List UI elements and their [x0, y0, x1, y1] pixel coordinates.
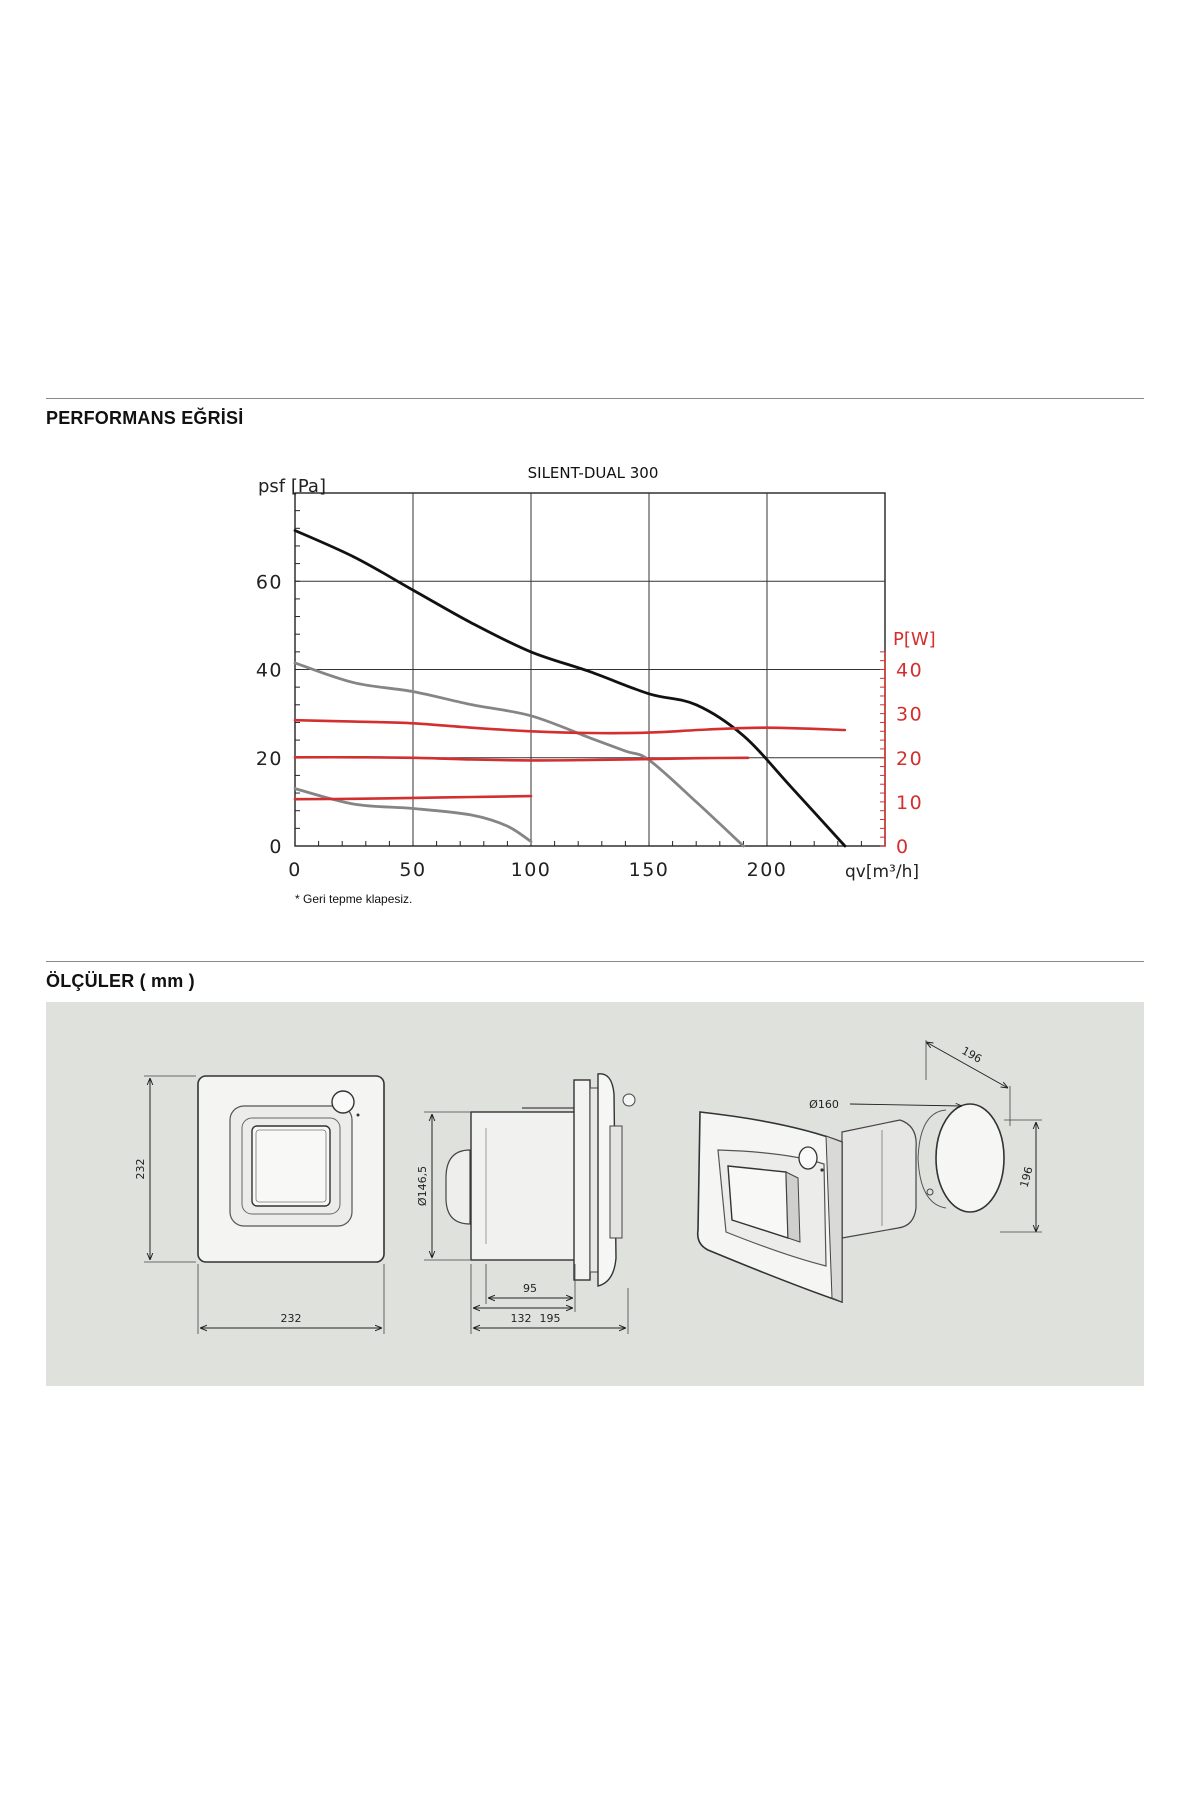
right-tick-label: 30 — [896, 703, 924, 726]
front-height-dimension — [134, 1076, 196, 1262]
y-tick-label: 20 — [255, 747, 283, 770]
right-axis-label: P[W] — [893, 629, 936, 650]
performance-top-rule — [46, 398, 1144, 399]
x-axis-label: qv[m³/h] — [845, 862, 919, 882]
chart-series — [295, 531, 845, 847]
y-axis-label: psf [Pa] — [258, 476, 326, 497]
chart-footnote: * Geri tepme klapesiz. — [295, 892, 413, 906]
y-tick-label: 60 — [255, 571, 283, 594]
chart-axis-labels — [256, 476, 936, 882]
side-view-drawing — [446, 1074, 635, 1286]
side-diameter-label: Ø146,5 — [416, 1165, 429, 1207]
x-tick-label: 0 — [288, 859, 302, 881]
dimensions-top-rule — [46, 961, 1144, 962]
duct-height-label: 196 — [1017, 1165, 1036, 1189]
x-tick-label: 50 — [399, 859, 427, 881]
depth-132-label: 132 — [510, 1312, 532, 1325]
front-width-label: 232 — [280, 1312, 302, 1325]
perspective-view-drawing — [698, 1104, 1004, 1302]
front-view-drawing — [198, 1076, 384, 1262]
right-tick-label: 20 — [896, 747, 924, 770]
x-tick-label: 150 — [628, 859, 670, 881]
dimensions-drawing-panel — [46, 1002, 1144, 1386]
x-tick-label: 200 — [746, 859, 788, 881]
performance-section-title: PERFORMANS EĞRİSİ — [46, 408, 244, 428]
front-height-label: 232 — [134, 1158, 147, 1180]
front-width-dimension — [198, 1264, 384, 1334]
right-tick-label: 10 — [896, 791, 924, 814]
duct-diameter-label: Ø160 — [809, 1098, 839, 1111]
depth-195-label: 195 — [539, 1312, 561, 1325]
x-tick-label: 100 — [510, 859, 552, 881]
depth-95-label: 95 — [523, 1282, 537, 1295]
dimension-drawings — [46, 1002, 1144, 1386]
pressure-curve-2 — [295, 663, 743, 846]
right-tick-label: 0 — [896, 836, 910, 858]
y-tick-label: 0 — [269, 836, 283, 858]
right-tick-label: 40 — [896, 659, 924, 682]
y-tick-label: 40 — [255, 659, 283, 682]
dimensions-section-title: ÖLÇÜLER ( mm ) — [46, 971, 195, 991]
duct-length-label: 196 — [959, 1044, 985, 1066]
chart-title: SILENT-DUAL 300 — [527, 464, 659, 482]
performance-chart — [0, 440, 1200, 900]
